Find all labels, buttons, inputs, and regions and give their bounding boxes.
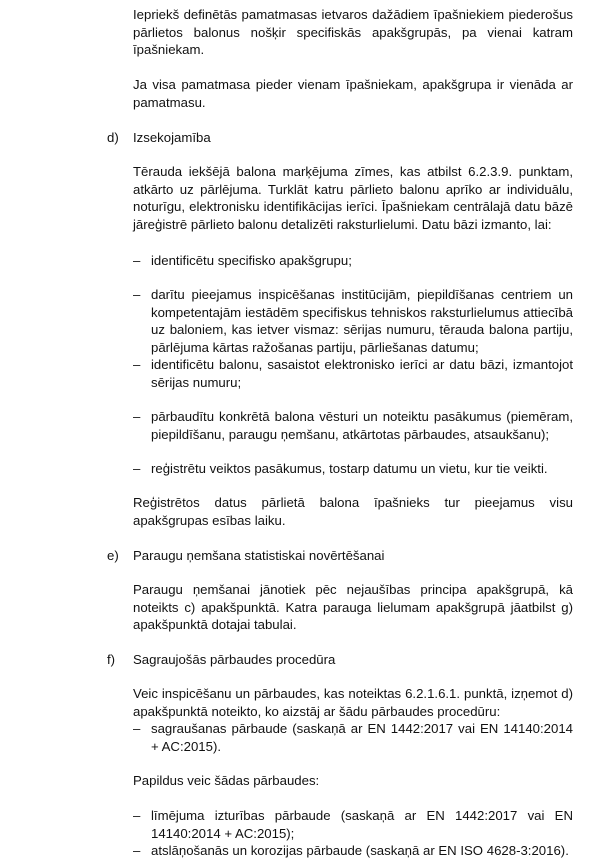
dash-bullet: – xyxy=(133,808,141,823)
list-item xyxy=(133,460,573,478)
list-item-text: identificētu specifisko apakšgrupu; xyxy=(151,253,352,268)
list-item xyxy=(133,720,573,755)
dash-bullet: – xyxy=(133,721,141,736)
list-item xyxy=(133,286,573,356)
section-e-title: Paraugu ņemšana statistiskai novērtēšanai xyxy=(133,548,385,563)
list-item xyxy=(133,252,573,270)
list-item-text: reģistrētu veiktos pasākumus, tostarp datumu un vietu, kur tie veikti. xyxy=(151,461,548,476)
intro-paragraph-2: Ja visa pamatmasa pieder vienam īpašniekam, apakšgrupa ir vienāda ar pamatmasu. xyxy=(133,77,573,110)
section-e-paragraph-1: Paraugu ņemšanai jānotiek pēc nejaušības principa apakšgrupā, kā noteikts c) apakšpunktā. Katra parauga lielumam apakšgrupā jāatbilst g) apakšpunktā dotajai tabulai. xyxy=(133,582,573,632)
section-e-label: e) xyxy=(107,548,119,563)
dash-bullet: – xyxy=(133,461,141,476)
list-item-text: atslāņošanās un korozijas pārbaude (saskaņā ar EN ISO 4628-3:2016). xyxy=(151,843,569,858)
list-item xyxy=(133,842,573,860)
list-item-text: identificētu balonu, sasaistot elektronisko ierīci ar datu bāzi, izmantojot sērijas numuru; xyxy=(151,357,573,390)
section-f-label: f) xyxy=(107,652,116,667)
section-d-paragraph-2: Reģistrētos datus pārlietā balona īpašnieks tur pieejamus visu apakšgrupas esības laiku. xyxy=(133,495,573,528)
section-f-paragraph-2: Papildus veic šādas pārbaudes: xyxy=(133,773,320,788)
list-item xyxy=(133,807,573,842)
section-d-paragraph-1: Tērauda iekšējā balona marķējuma zīmes, kas atbilst 6.2.3.9. punktam, atkārto uz pārlējuma. Turklāt katru pārlieto balonu aprīko ar individuālu, noturīgu, elektronisku identifikācijas ierīci. Īpašniekam centrālajā datu bāzē jāreģistrē pārlieto balonu detalizēti raksturlielumi. Datu bāzi izmanto, lai: xyxy=(133,164,573,232)
list-item xyxy=(133,408,573,443)
section-f-title: Sagraujošās pārbaudes procedūra xyxy=(133,652,336,667)
dash-bullet: – xyxy=(133,357,141,372)
list-item-text: darītu pieejamus inspicēšanas institūcijām, piepildīšanas centriem un kompetentajām iestādēm specifiskus tehniskos raksturlielumus attiecībā uz baloniem, kas ietver vismaz: sērijas numuru, tērauda balona partiju, pārlējuma kārtas ražošanas partiju, pārliešanas datumu; xyxy=(151,287,573,355)
section-d-title: Izsekojamība xyxy=(133,130,211,145)
list-item xyxy=(133,356,573,391)
intro-paragraph-1: Iepriekš definētās pamatmasas ietvaros dažādiem īpašniekiem piederošus pārlietos balonus nošķir specifiskās apakšgrupās, pa vienai katram īpašniekam. xyxy=(133,7,573,57)
list-item-text: pārbaudītu konkrētā balona vēsturi un noteiktu pasākumus (piemēram, piepildīšanu, paraugu ņemšanu, atkārtotas pārbaudes, atsaukšanu); xyxy=(151,409,573,442)
list-item-text: sagraušanas pārbaude (saskaņā ar EN 1442:2017 vai EN 14140:2014 + AC:2015). xyxy=(151,721,573,754)
section-f-paragraph-1: Veic inspicēšanu un pārbaudes, kas noteiktas 6.2.1.6.1. punktā, izņemot d) apakšpunktā noteikto, ko aizstāj ar šādu pārbaudes procedūru: xyxy=(133,686,573,719)
list-item-text: līmējuma izturības pārbaude (saskaņā ar EN 1442:2017 vai EN 14140:2014 + AC:2015); xyxy=(151,808,573,841)
dash-bullet: – xyxy=(133,253,141,268)
dash-bullet: – xyxy=(133,843,141,858)
section-d-label: d) xyxy=(107,130,119,145)
dash-bullet: – xyxy=(133,287,141,302)
dash-bullet: – xyxy=(133,409,141,424)
